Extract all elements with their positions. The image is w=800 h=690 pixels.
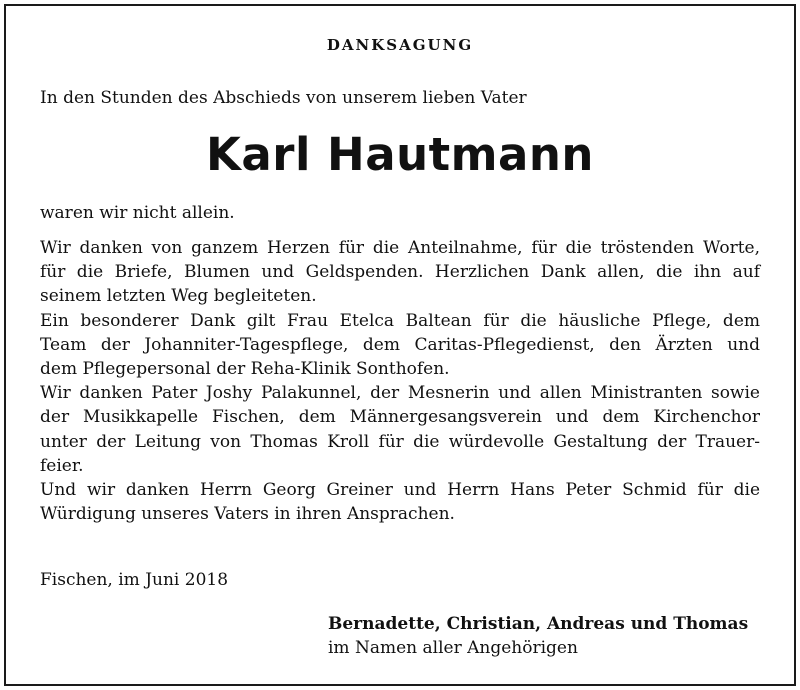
body-line: feier. [40,455,84,476]
body-line: dem Pflegepersonal der Reha-Klinik Sonthofen. [40,359,450,380]
body-line: Wir danken von ganzem Herzen für die Anteilnahme, für die tröstenden Worte, [40,238,760,258]
body-line: Würdigung unseres Vaters in ihren Ansprachen. [40,504,455,525]
intro-text: In den Stunden des Abschieds von unserem lieben Vater [40,88,527,108]
deceased-name: Karl Hautmann [206,128,594,181]
body-line: für die Briefe, Blumen und Geldspenden. Herzlichen Dank allen, die ihn auf [40,262,760,283]
thanks-body [40,236,760,526]
after-name-text: waren wir nicht allein. [40,203,235,223]
body-line: Team der Johanniter-Tagespflege, dem Caritas-Pflegedienst, den Ärzten und [40,334,760,355]
on-behalf-text: im Namen aller Angehörigen [328,638,578,658]
body-line: Wir danken Pater Joshy Palakunnel, der Mesnerin und allen Ministranten sowie [40,383,760,404]
place-date: Fischen, im Juni 2018 [40,570,229,590]
body-line: unter der Leitung von Thomas Kroll für die würdevolle Gestaltung der Trauer- [40,431,760,452]
notice-heading: DANKSAGUNG [326,36,474,54]
body-line: Ein besonderer Dank gilt Frau Etelca Baltean für die häusliche Pflege, dem [40,310,760,331]
body-line: der Musikkapelle Fischen, dem Männergesangsverein und dem Kirchenchor [40,407,760,428]
body-line: Und wir danken Herrn Georg Greiner und Herrn Hans Peter Schmid für die [40,480,760,501]
body-line: seinem letzten Weg begleiteten. [40,286,317,307]
signers: Bernadette, Christian, Andreas und Thomas [328,614,749,634]
